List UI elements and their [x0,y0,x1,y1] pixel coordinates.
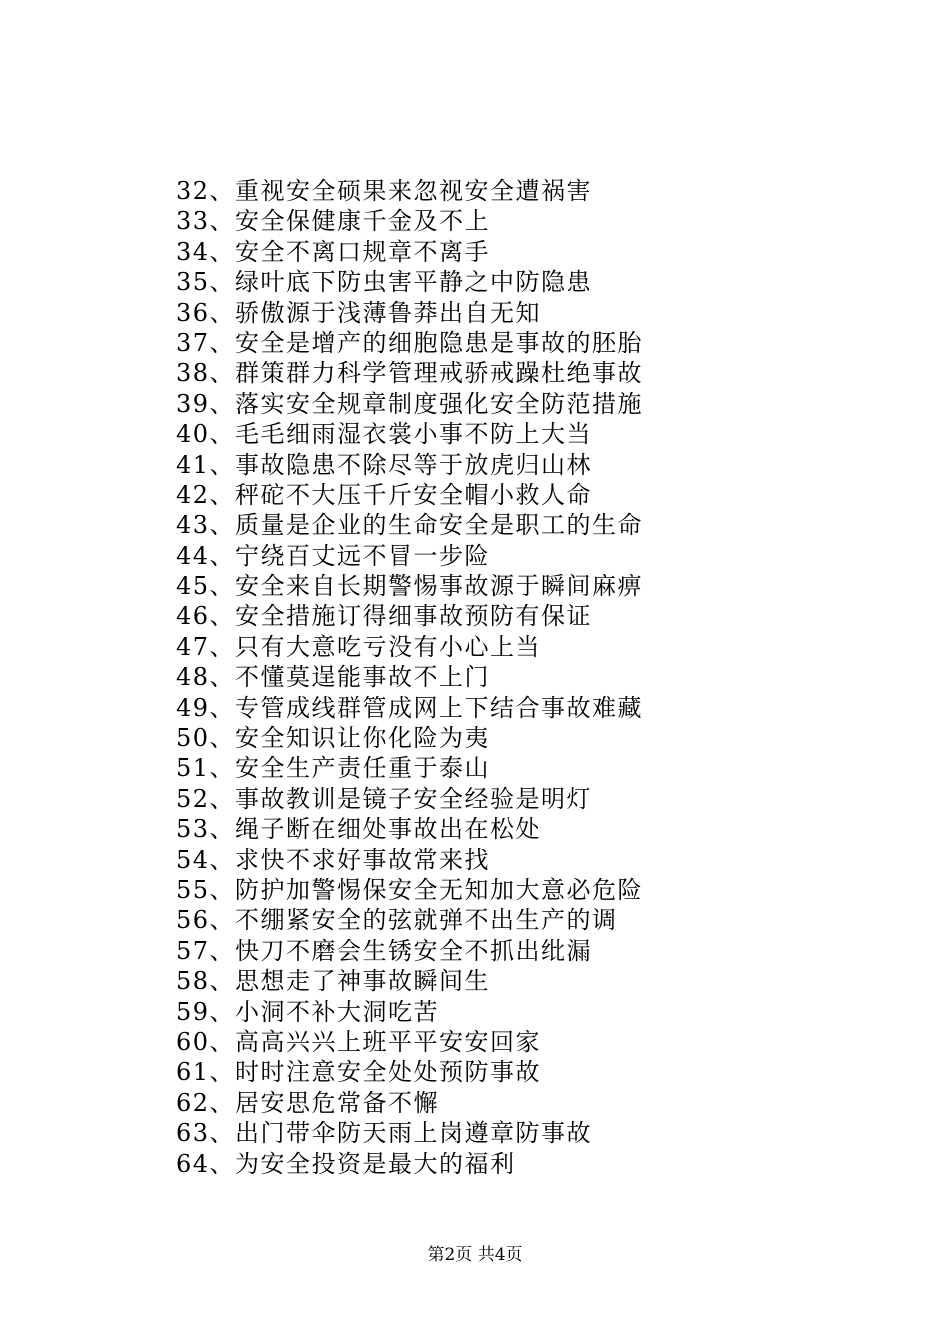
slogan-item: 37、安全是增产的细胞隐患是事故的胚胎 [176,328,644,357]
slogan-item: 55、防护加警惕保安全无知加大意必危险 [176,875,644,904]
slogan-item: 58、思想走了神事故瞬间生 [176,967,491,996]
slogan-item: 62、居安思危常备不懈 [176,1088,440,1117]
slogan-item: 63、出门带伞防天雨上岗遵章防事故 [176,1119,593,1148]
slogan-item: 41、事故隐患不除尽等于放虎归山林 [176,450,593,479]
slogan-item: 35、绿叶底下防虫害平静之中防隐患 [176,268,593,297]
slogan-item: 50、安全知识让你化险为夷 [176,724,491,753]
slogan-item: 43、质量是企业的生命安全是职工的生命 [176,511,644,540]
slogan-item: 52、事故教训是镜子安全经验是明灯 [176,784,593,813]
slogan-item: 32、重视安全硕果来忽视安全遭祸害 [176,177,593,205]
slogan-item: 61、时时注意安全处处预防事故 [176,1058,542,1087]
slogan-item: 56、不绷紧安全的弦就弹不出生产的调 [176,906,618,935]
slogan-item: 60、高高兴兴上班平平安安回家 [176,1027,542,1056]
slogan-item: 64、为安全投资是最大的福利 [176,1149,516,1178]
slogan-item: 46、安全措施订得细事故预防有保证 [176,602,593,631]
slogan-item: 47、只有大意吃亏没有小心上当 [176,632,542,661]
slogan-item: 34、安全不离口规章不离手 [176,237,491,266]
slogan-item: 39、落实安全规章制度强化安全防范措施 [176,389,644,418]
slogan-item: 44、宁绕百丈远不冒一步险 [176,541,491,570]
slogan-list [176,176,643,1179]
slogan-item: 48、不懂莫逞能事故不上门 [176,663,491,692]
slogan-item: 59、小洞不补大洞吃苦 [176,997,440,1026]
slogan-item: 36、骄傲源于浅薄鲁莽出自无知 [176,298,542,327]
slogan-item: 38、群策群力科学管理戒骄戒躁杜绝事故 [176,359,644,388]
slogan-item: 53、绳子断在细处事故出在松处 [176,815,542,844]
slogan-item: 51、安全生产责任重于泰山 [176,754,491,783]
page-footer: 第2页 共4页 [427,1245,523,1265]
slogan-item: 40、毛毛细雨湿衣裳小事不防上大当 [176,420,593,449]
slogan-item: 42、秤砣不大压千斤安全帽小救人命 [176,480,593,509]
slogan-item: 54、求快不求好事故常来找 [176,845,491,874]
slogan-item: 45、安全来自长期警惕事故源于瞬间麻痹 [176,572,644,601]
slogan-item: 49、专管成线群管成网上下结合事故难藏 [176,693,644,722]
slogan-item: 57、快刀不磨会生锈安全不抓出纰漏 [176,936,593,965]
slogan-item: 33、安全保健康千金及不上 [176,207,491,236]
